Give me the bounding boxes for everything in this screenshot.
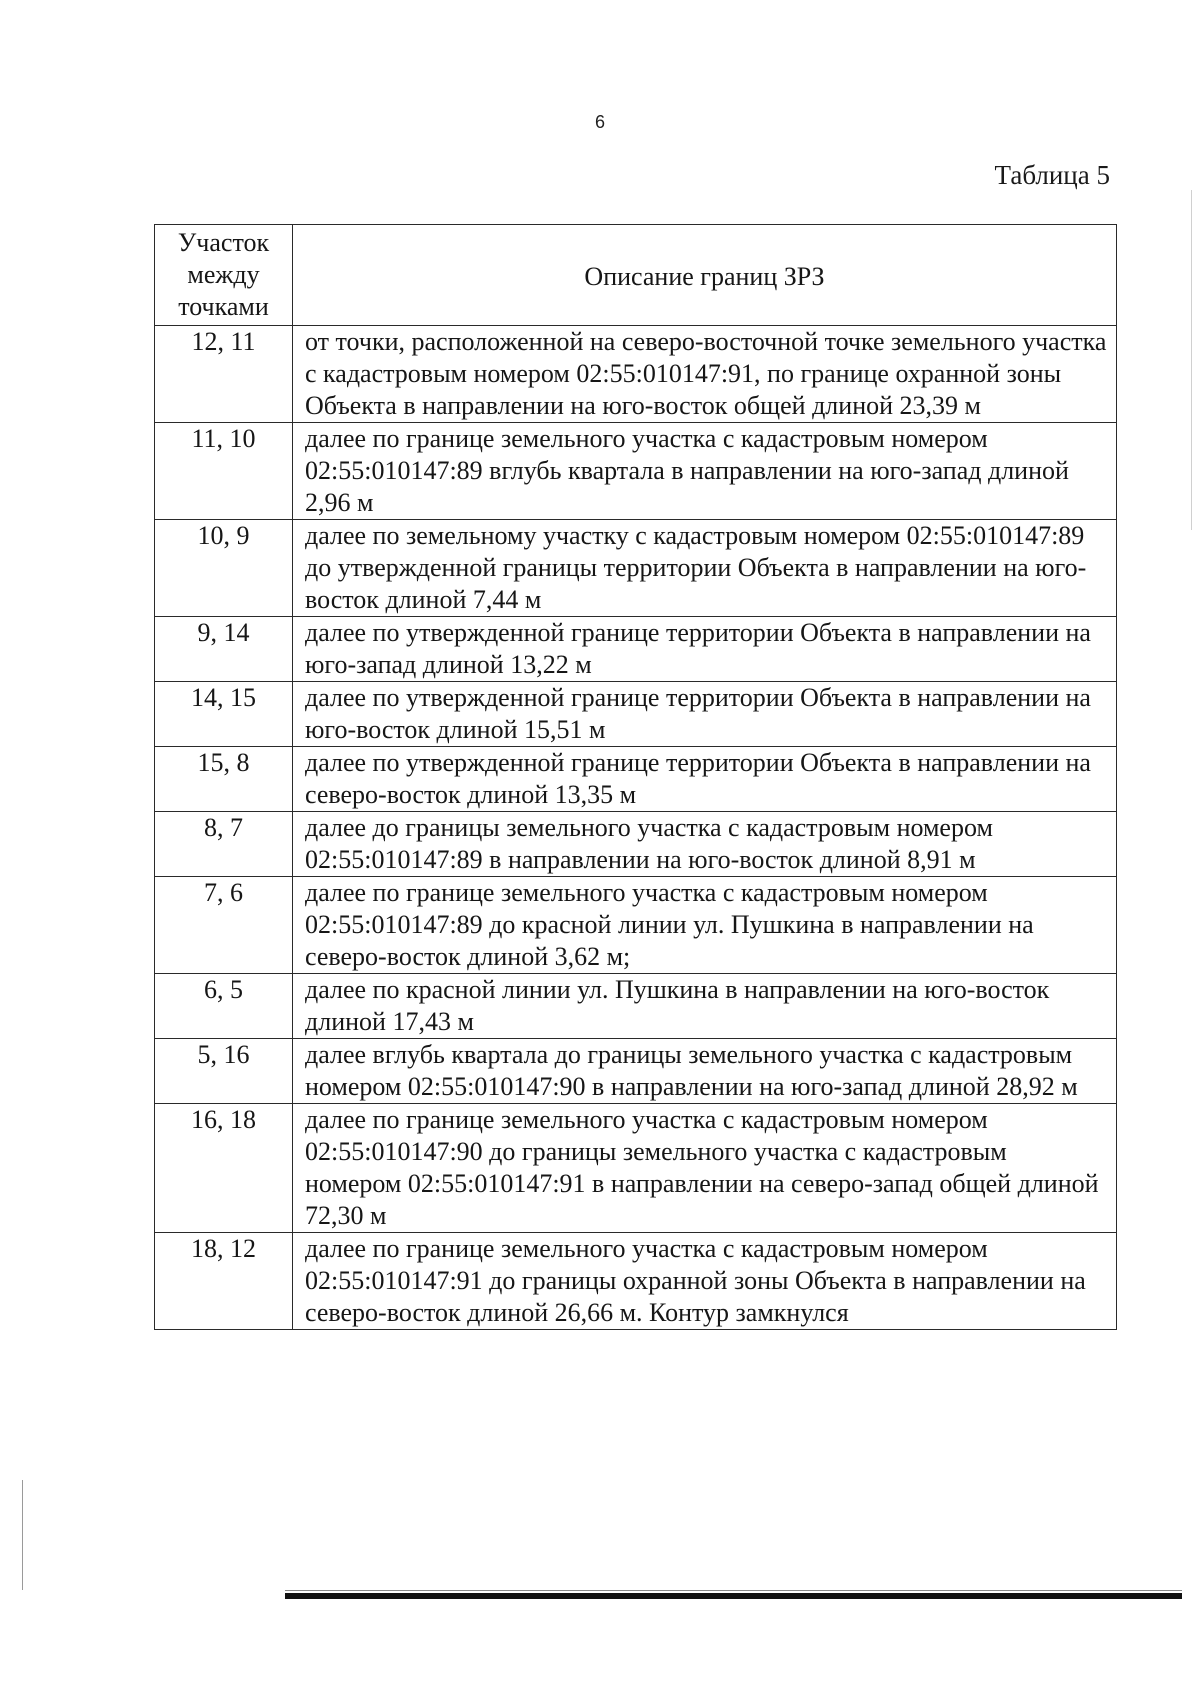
bottom-rule: [285, 1593, 1182, 1599]
table-row: [155, 974, 1117, 1039]
row-points: 7, 6: [155, 877, 293, 974]
boundary-description-table: [154, 224, 1117, 1330]
row-description: далее по границе земельного участка с кадастровым номером 02:55:010147:91 до границы охранной зоны Объекта в направлении на северо-восток длиной 26,66 м. Контур замкнулся: [293, 1233, 1117, 1330]
scan-artifact-right: [1191, 190, 1192, 530]
table-row: [155, 1104, 1117, 1233]
row-points: 6, 5: [155, 974, 293, 1039]
row-points: 8, 7: [155, 812, 293, 877]
row-description: далее по утвержденной границе территории Объекта в направлении на юго-восток длиной 15,51 м: [293, 682, 1117, 747]
table-header-row: [155, 225, 1117, 326]
table-row: [155, 812, 1117, 877]
table-caption: Таблица 5: [994, 160, 1110, 190]
bottom-rule-thin: [285, 1590, 1182, 1591]
row-points: 10, 9: [155, 520, 293, 617]
row-points: 15, 8: [155, 747, 293, 812]
boundary-table-container: [154, 224, 1116, 1330]
row-points: 11, 10: [155, 423, 293, 520]
table-row: [155, 1233, 1117, 1330]
table-row: [155, 520, 1117, 617]
scan-artifact-left: [22, 1480, 23, 1590]
row-points: 5, 16: [155, 1039, 293, 1104]
table-row: [155, 423, 1117, 520]
table-row: [155, 747, 1117, 812]
row-description: далее до границы земельного участка с кадастровым номером 02:55:010147:89 в направлении на юго-восток длиной 8,91 м: [293, 812, 1117, 877]
header-segment: Участок между точками: [155, 225, 293, 326]
row-points: 14, 15: [155, 682, 293, 747]
row-description: далее вглубь квартала до границы земельного участка с кадастровым номером 02:55:010147:90 в направлении на юго-запад длиной 28,92 м: [293, 1039, 1117, 1104]
table-row: [155, 326, 1117, 423]
row-points: 18, 12: [155, 1233, 293, 1330]
row-description: далее по утвержденной границе территории Объекта в направлении на северо-восток длиной 13,35 м: [293, 747, 1117, 812]
row-description: от точки, расположенной на северо-восточной точке земельного участка с кадастровым номером 02:55:010147:91, по границе охранной зоны Объекта в направлении на юго-восток общей длиной 23,39 м: [293, 326, 1117, 423]
row-description: далее по красной линии ул. Пушкина в направлении на юго-восток длиной 17,43 м: [293, 974, 1117, 1039]
row-points: 9, 14: [155, 617, 293, 682]
table-row: [155, 1039, 1117, 1104]
header-description: Описание границ ЗРЗ: [293, 225, 1117, 326]
row-description: далее по границе земельного участка с кадастровым номером 02:55:010147:89 до красной линии ул. Пушкина в направлении на северо-восток длиной 3,62 м;: [293, 877, 1117, 974]
row-description: далее по границе земельного участка с кадастровым номером 02:55:010147:90 до границы земельного участка с кадастровым номером 02:55:010147:91 в направлении на северо-запад общей длиной 72,30 м: [293, 1104, 1117, 1233]
table-row: [155, 682, 1117, 747]
row-description: далее по утвержденной границе территории Объекта в направлении на юго-запад длиной 13,22 м: [293, 617, 1117, 682]
row-points: 12, 11: [155, 326, 293, 423]
row-description: далее по земельному участку с кадастровым номером 02:55:010147:89 до утвержденной границы территории Объекта в направлении на юго-восток длиной 7,44 м: [293, 520, 1117, 617]
page-number: 6: [594, 112, 605, 132]
table-row: [155, 877, 1117, 974]
table-row: [155, 617, 1117, 682]
row-description: далее по границе земельного участка с кадастровым номером 02:55:010147:89 вглубь квартала в направлении на юго-запад длиной 2,96 м: [293, 423, 1117, 520]
row-points: 16, 18: [155, 1104, 293, 1233]
